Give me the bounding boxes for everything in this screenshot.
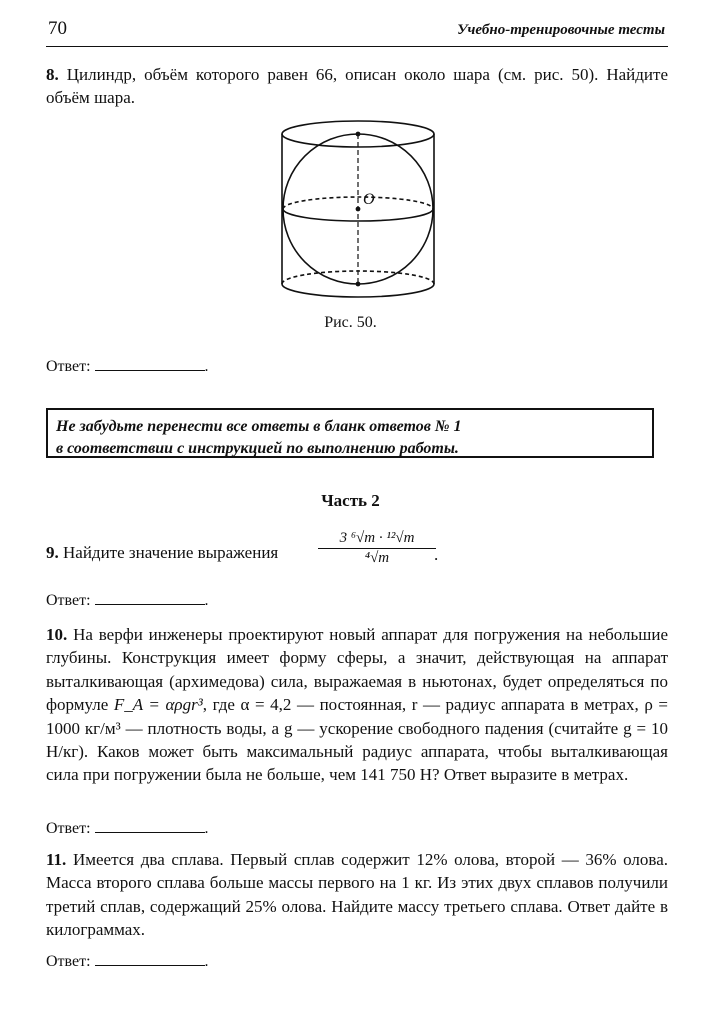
notice-line-2: в соответствии с инструкцией по выполнению работы. (56, 440, 459, 457)
answer-blank[interactable] (95, 590, 205, 605)
answer-tail: . (204, 953, 209, 970)
answer-line-9 (46, 590, 209, 610)
answer-tail: . (204, 358, 209, 375)
question-9 (46, 543, 278, 563)
figure-cylinder-sphere (268, 118, 448, 298)
question-10-text-2: , где α = 4,2 — постоянная, r — радиус аппарата в метрах, ρ = 1000 кг/м³ — плотность воды, а g — ускорение свободного падения (считайте g = 10 Н/кг). Каков может быть максимальный радиус аппарата, чтобы выталкивающая сила при погружении была не больше, чем 141 750 Н? Ответ выразите в метрах. (46, 695, 668, 785)
question-10-text-1: На верфи инженеры проектируют новый аппарат для погружения на небольшие глубины. Конструкция имеет форму сферы, а значит, действующая на аппарат выталкивающая (архимедова) сила, выражаемая в ньютонах, будет определяться по формуле (46, 625, 669, 715)
notice-box (46, 408, 654, 458)
answer-tail: . (204, 820, 209, 837)
answer-label: Ответ: (46, 820, 91, 837)
answer-line-11 (46, 951, 209, 971)
question-8 (46, 63, 668, 110)
expression-fraction (318, 530, 439, 567)
fraction-denominator: ⁴√m (364, 550, 390, 566)
expression-end: . (434, 545, 439, 564)
question-11 (46, 848, 668, 942)
header-rule (46, 46, 668, 47)
answer-line-8 (46, 356, 209, 376)
figure-center-label: O (363, 191, 375, 208)
page-number: 70 (48, 18, 67, 39)
question-9-number: 9. (46, 543, 59, 562)
fraction-numerator: 3 ⁶√m · ¹²√m (339, 530, 415, 546)
question-11-text: Имеется два сплава. Первый сплав содержит 12% олова, второй — 36% олова. Масса второго сплава больше массы первого на 1 кг. Из этих двух сплавов получили третий сплав, содержащий 25% олова. Найдите массу третьего сплава. Ответ дайте в килограммах. (46, 850, 669, 940)
question-9-text: Найдите значение выражения (63, 543, 279, 562)
answer-tail: . (204, 592, 209, 609)
answer-blank[interactable] (95, 951, 205, 966)
question-11-number: 11. (46, 850, 67, 869)
part-2-title: Часть 2 (321, 491, 380, 510)
notice-line-1: Не забудьте перенести все ответы в бланк ответов № 1 (56, 418, 462, 435)
answer-blank[interactable] (95, 818, 205, 833)
answer-line-10 (46, 818, 209, 838)
answer-label: Ответ: (46, 358, 91, 375)
question-10 (46, 623, 668, 787)
question-8-text: Цилиндр, объём которого равен 66, описан около шара (см. рис. 50). Найдите объём шара. (46, 65, 668, 108)
figure-caption: Рис. 50. (324, 314, 377, 331)
answer-label: Ответ: (46, 953, 91, 970)
question-10-formula: F_A = αρgr³ (113, 695, 203, 715)
question-10-number: 10. (46, 625, 68, 644)
question-8-number: 8. (46, 65, 59, 84)
running-title: Учебно-тренировочные тесты (457, 22, 665, 38)
answer-blank[interactable] (95, 356, 205, 371)
answer-label: Ответ: (46, 592, 91, 609)
